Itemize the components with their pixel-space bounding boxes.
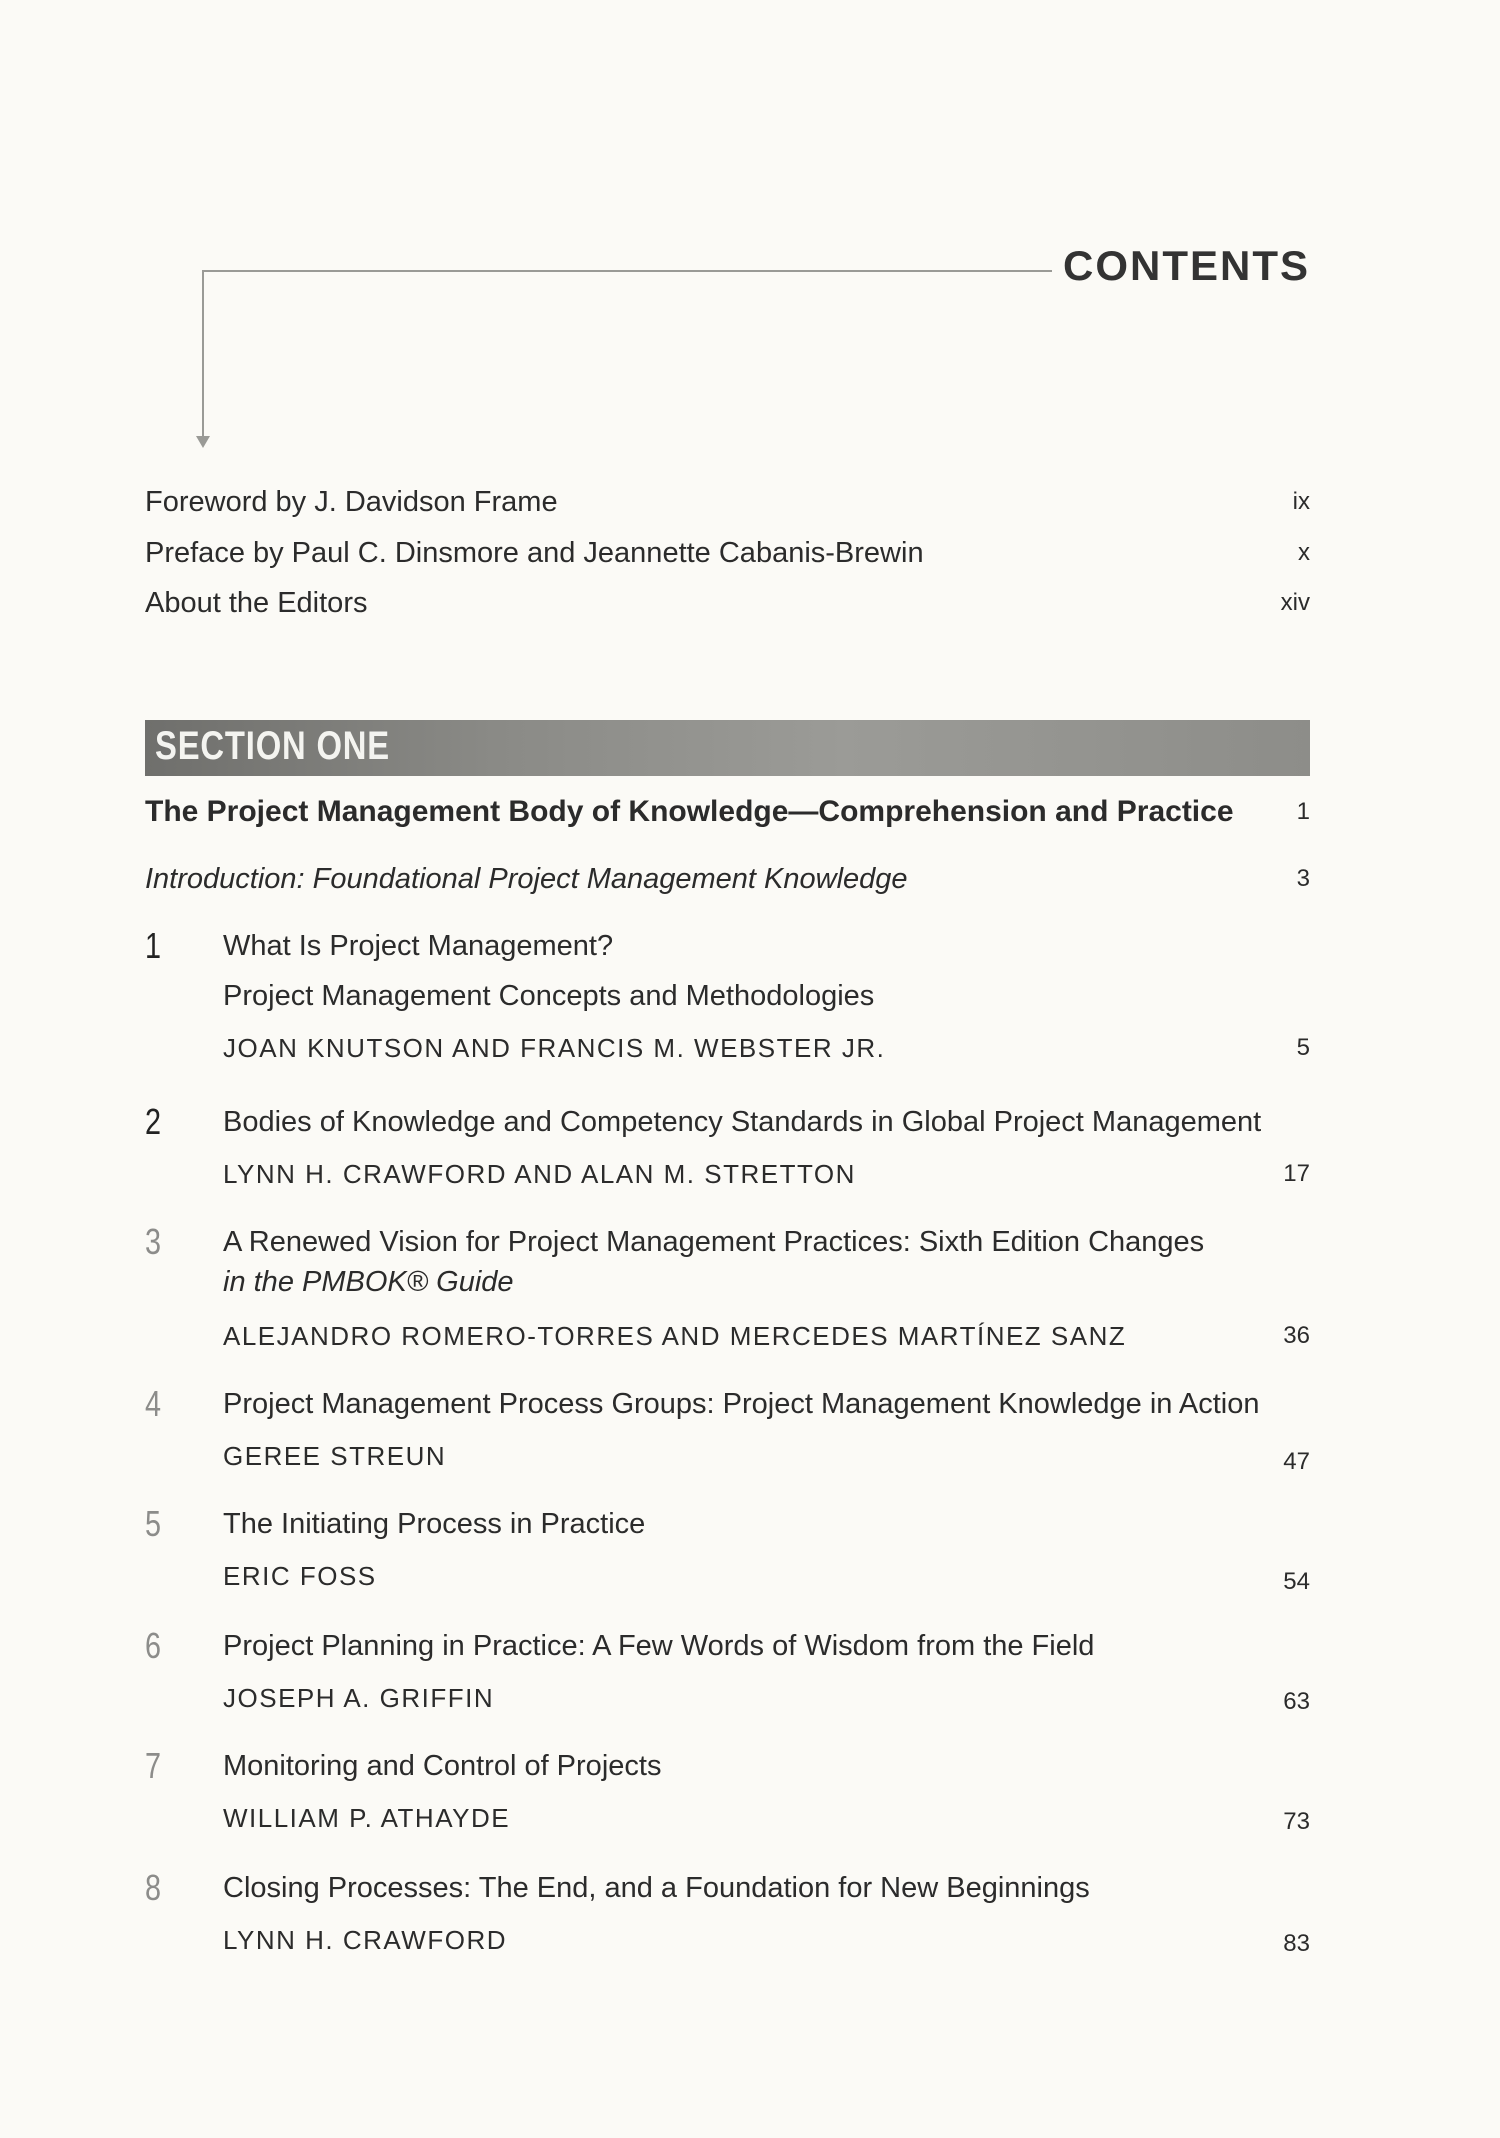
- toc-entry-page: 1: [1296, 798, 1310, 825]
- arrow-down-icon: [196, 436, 210, 448]
- chapter-entry-6[interactable]: [145, 1625, 1310, 1715]
- chapter-author: JOAN KNUTSON AND FRANCIS M. WEBSTER JR.: [223, 1033, 886, 1063]
- section-label: SECTION ONE: [155, 724, 391, 768]
- toc-entry-page: ix: [1292, 488, 1310, 515]
- frame-vertical-rule: [202, 270, 204, 440]
- chapter-number: 8: [145, 1867, 162, 1908]
- chapter-number: 1: [145, 925, 162, 966]
- chapter-number: 4: [145, 1383, 162, 1424]
- chapter-title-line: Project Management Concepts and Methodologies: [223, 980, 875, 1012]
- section-title: The Project Management Body of Knowledge—Comprehension and Practice: [145, 795, 1234, 828]
- toc-entry-page: 5: [1296, 1034, 1310, 1061]
- section-banner: [145, 720, 1310, 776]
- chapter-author: ERIC FOSS: [223, 1561, 377, 1591]
- chapter-title-line: Project Planning in Practice: A Few Words of Wisdom from the Field: [223, 1630, 1095, 1662]
- toc-entry-page: x: [1298, 539, 1310, 566]
- chapter-title-line: The Initiating Process in Practice: [223, 1508, 646, 1540]
- toc-entry-title: Foreword by J. Davidson Frame: [145, 486, 558, 518]
- chapter-author: LYNN H. CRAWFORD AND ALAN M. STRETTON: [223, 1159, 856, 1189]
- chapter-entry-8[interactable]: [145, 1867, 1310, 1957]
- toc-entry-page: 3: [1296, 865, 1310, 892]
- toc-entry-page: 47: [1283, 1448, 1310, 1475]
- chapter-number: 3: [145, 1221, 162, 1262]
- toc-entry-page: 83: [1283, 1930, 1310, 1957]
- toc-entry-page: 17: [1283, 1160, 1310, 1187]
- chapter-title-line: Monitoring and Control of Projects: [223, 1750, 662, 1782]
- chapter-number: 2: [145, 1101, 162, 1142]
- chapter-entry-7[interactable]: [145, 1745, 1310, 1835]
- chapter-number: 7: [145, 1745, 162, 1786]
- chapter-author: LYNN H. CRAWFORD: [223, 1925, 507, 1955]
- heading-rule: [202, 270, 1052, 272]
- toc-entry-page: 54: [1283, 1568, 1310, 1595]
- page-title: CONTENTS: [1063, 242, 1310, 289]
- chapter-author: WILLIAM P. ATHAYDE: [223, 1803, 511, 1833]
- chapter-title-line: Project Management Process Groups: Project Management Knowledge in Action: [223, 1388, 1260, 1420]
- chapter-author: ALEJANDRO ROMERO-TORRES AND MERCEDES MARTÍNEZ SANZ: [223, 1321, 1127, 1351]
- chapter-number: 6: [145, 1625, 162, 1666]
- chapter-author: GEREE STREUN: [223, 1441, 447, 1471]
- chapter-title-line: Closing Processes: The End, and a Foundation for New Beginnings: [223, 1872, 1090, 1904]
- chapter-entry-4[interactable]: [145, 1383, 1310, 1475]
- chapter-author: JOSEPH A. GRIFFIN: [223, 1683, 495, 1713]
- chapter-entry-3[interactable]: [145, 1222, 1310, 1352]
- chapter-entry-1[interactable]: [145, 925, 1310, 1063]
- toc-entry-page: xiv: [1280, 589, 1310, 616]
- chapter-title-line: A Renewed Vision for Project Management Practices: Sixth Edition Changes: [223, 1226, 1205, 1258]
- chapter-number: 5: [145, 1503, 162, 1544]
- chapter-title-line: Bodies of Knowledge and Competency Standards in Global Project Management: [223, 1106, 1262, 1138]
- toc-entry-title: Introduction: Foundational Project Management Knowledge: [145, 863, 908, 895]
- toc-entry-title: Preface by Paul C. Dinsmore and Jeannette Cabanis-Brewin: [145, 537, 924, 569]
- toc-entry-page: 63: [1283, 1688, 1310, 1715]
- toc-entry-title: About the Editors: [145, 587, 368, 619]
- chapter-title-line: What Is Project Management?: [223, 930, 614, 962]
- toc-entry-page: 73: [1283, 1808, 1310, 1835]
- chapter-entry-5[interactable]: [145, 1503, 1310, 1595]
- toc-entry-page: 36: [1283, 1322, 1310, 1349]
- chapter-entry-2[interactable]: [145, 1101, 1310, 1189]
- chapter-title-line: in the PMBOK® Guide: [223, 1266, 514, 1298]
